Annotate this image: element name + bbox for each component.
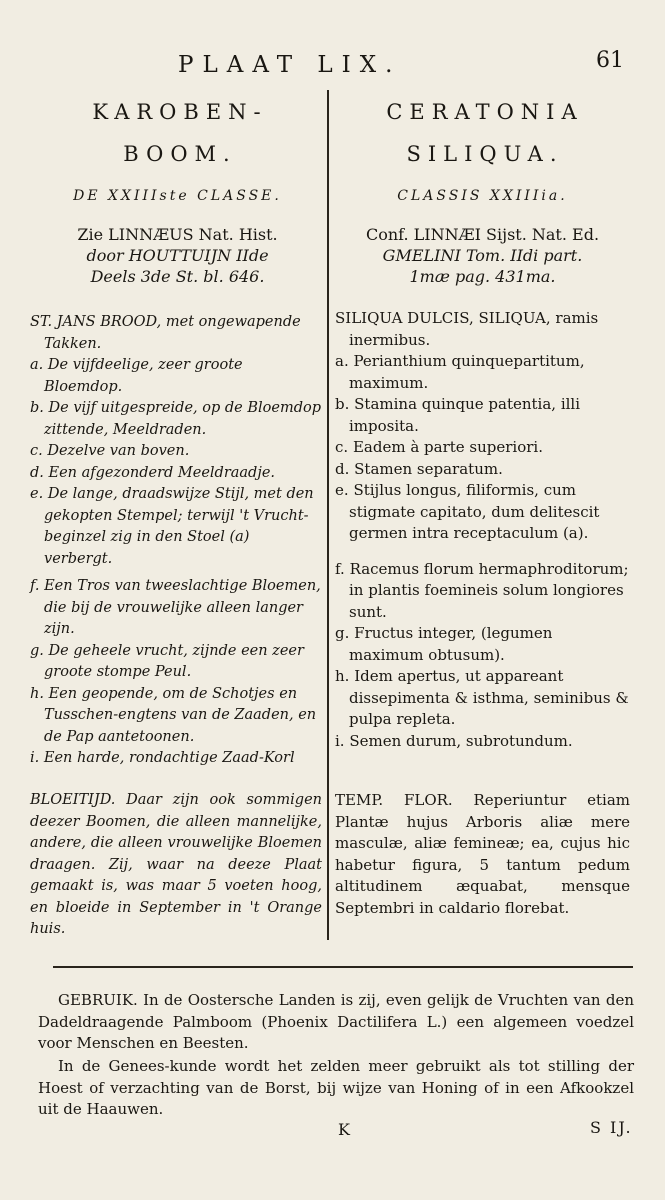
legend-item: a. Perianthium quinquepartitum, maximum. bbox=[335, 352, 585, 392]
gebruik-paragraph-2: In de Genees-kunde wordt het zelden meer gebruikt als tot stilling der Hoest of verzachting van de Borst, bij wijze van Honing of in een Afkookzel uit de Haauwen. bbox=[38, 1057, 634, 1118]
legend-item: i. Semen durum, subrotundum. bbox=[335, 731, 573, 750]
left-ref-line: door HOUTTUIJN IIde bbox=[86, 246, 269, 265]
legend-item: h. Een geopende, om de Schotjes en Tusschen-engtens van de Zaaden, en de Pap aantetoonen. bbox=[30, 685, 317, 745]
legend-item: ST. JANS BROOD, met ongewapende Takken. bbox=[30, 314, 301, 352]
legend-item: d. Stamen separatum. bbox=[335, 459, 503, 478]
right-ref-line: GMELINI Tom. IIdi part. bbox=[382, 246, 583, 265]
right-title-line2: SILIQUA. bbox=[406, 142, 564, 166]
legend-item: d. Een afgezonderd Meeldraadje. bbox=[30, 464, 276, 481]
left-classe: DE XXIIIste CLASSE. bbox=[73, 188, 282, 204]
right-classe: CLASSIS XXIIIia. bbox=[397, 188, 568, 204]
legend-item: c. Eadem à parte superiori. bbox=[335, 438, 543, 456]
page-number: 61 bbox=[596, 48, 624, 73]
bloeitijd-paragraph: BLOEITIJD. Daar zijn ook sommigen deezer Boomen, die alleen mannelijke, andere, die alleen vrouwelijke Bloemen draagen. Zij, waar na deeze Plaat gemaakt is, was maar 5 voeten hoog, en bloeide in September in 't Orange huis. bbox=[30, 792, 322, 937]
left-legend-list bbox=[30, 312, 322, 770]
legend-item: h. Idem apertus, ut appareant dissepimenta & isthma, seminibus & pulpa repleta. bbox=[335, 667, 629, 728]
left-title-line2: BOOM. bbox=[123, 142, 237, 166]
right-title-line1: CERATONIA bbox=[386, 100, 584, 124]
legend-item: SILIQUA DULCIS, SILIQUA, ramis inermibus. bbox=[335, 309, 599, 349]
right-ref-line: 1mæ pag. 431ma. bbox=[409, 267, 556, 286]
legend-item: i. Een harde, rondachtige Zaad-Korl bbox=[30, 750, 295, 766]
legend-item: g. Fructus integer, (legumen maximum obtusum). bbox=[335, 624, 553, 664]
right-ref-line: Conf. LINNÆI Sijst. Nat. Ed. bbox=[365, 225, 600, 244]
catchword: S IJ. bbox=[590, 1118, 633, 1137]
left-ref-line: Zie LINNÆUS Nat. Hist. bbox=[77, 225, 278, 244]
legend-item: a. De vijfdeelige, zeer groote Bloemdop. bbox=[30, 357, 243, 395]
legend-item: e. Stijlus longus, filiformis, cum stigmate capitato, dum delitescit germen intra receptaculum (a). bbox=[335, 481, 600, 542]
temp-flor-paragraph: TEMP. FLOR. Reperiuntur etiam Plantæ hujus Arboris aliæ mere masculæ, aliæ femineæ; ea, cujus hic habetur figura, 5 tantum pedum altitudinem æquabat, mensque Septembri in caldario florebat. bbox=[335, 791, 630, 917]
legend-item: b. Stamina quinque patentia, illi imposita. bbox=[335, 395, 581, 435]
plate-title: PLAAT LIX. bbox=[178, 52, 402, 78]
legend-item: c. Dezelve van boven. bbox=[30, 443, 190, 459]
right-legend-list bbox=[335, 308, 630, 752]
gebruik-paragraph: GEBRUIK. In de Oostersche Landen is zij, even gelijk de Vruchten van den Dadeldraagende Palmboom (Phoenix Dactilifera L.) een algemeen voedzel voor Menschen en Beesten. bbox=[38, 991, 634, 1052]
section-divider bbox=[53, 966, 633, 968]
column-divider bbox=[327, 90, 329, 940]
legend-item: e. De lange, draadswijze Stijl, met den gekopten Stempel; terwijl 't Vrucht-beginzel zig in den Stoel (a) verbergt. bbox=[30, 486, 314, 567]
left-title-line1: KAROBEN- bbox=[92, 100, 268, 124]
left-ref-line: Deels 3de St. bl. 646. bbox=[90, 267, 265, 286]
left-reference bbox=[30, 224, 325, 287]
legend-item: f. Een Tros van tweeslachtige Bloemen, die bij de vrouwelijke alleen langer zijn. bbox=[30, 578, 321, 637]
legend-item: b. De vijf uitgespreide, op de Bloemdop zittende, Meeldraden. bbox=[30, 400, 321, 438]
right-reference bbox=[335, 224, 630, 287]
legend-item: g. De geheele vrucht, zijnde een zeer groote stompe Peul. bbox=[30, 642, 304, 680]
legend-item: f. Racemus florum hermaphroditorum; in plantis foemineis solum longiores sunt. bbox=[335, 559, 629, 621]
signature-mark: K bbox=[338, 1120, 350, 1139]
